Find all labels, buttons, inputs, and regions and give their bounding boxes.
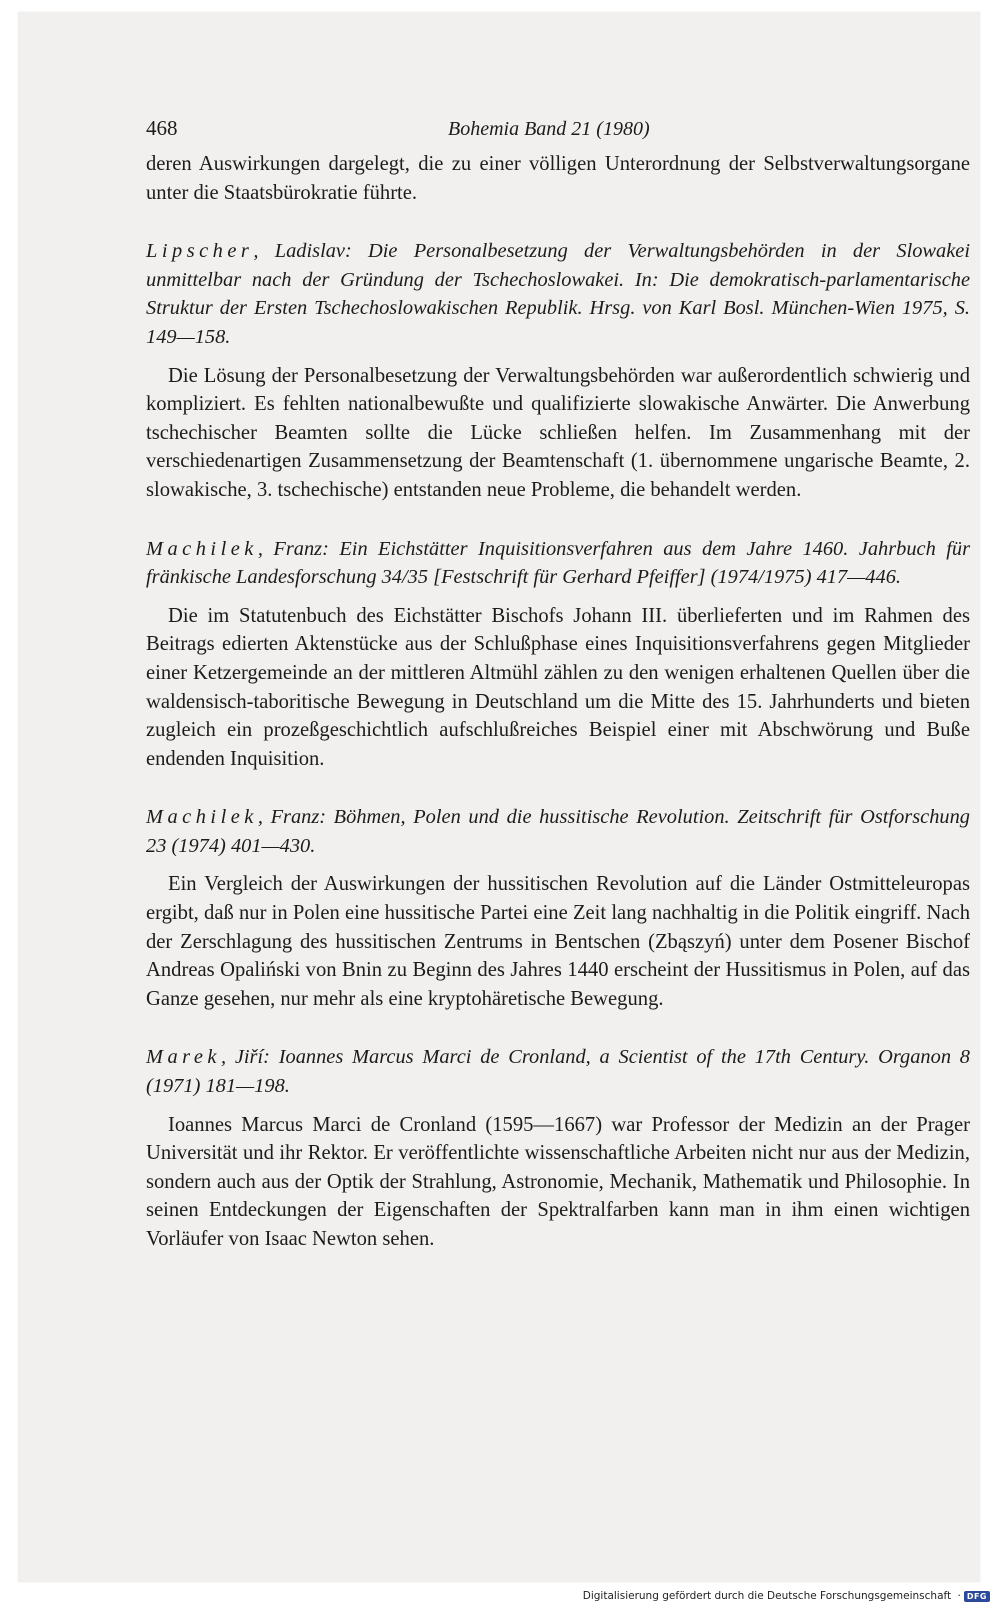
scanned-page (18, 12, 980, 1582)
entry-author: Machilek (146, 806, 258, 829)
footer-text: Digitalisierung gefördert durch die Deutsche Forschungsgemeinschaft (582, 1590, 952, 1602)
entry-citation (146, 1043, 970, 1100)
entry-author: Lipscher (146, 240, 254, 263)
entry-citation-text: , Franz: Ein Eichstätter Inquisitionsverfahren aus dem Jahre 1460. Jahrbuch für fränkische Landesforschung 34/35 [Festschrift für Gerhard Pfeiffer] (1974/1975) 417—446. (146, 537, 970, 589)
entry-abstract: Ein Vergleich der Auswirkungen der hussitischen Revolution auf die Länder Ostmitteleuropas ergibt, daß nur in Polen eine hussitische Partei eine Zeit lang nachhaltig in die Politik eingriff. Nach der Zerschlagung des hussitischen Zentrums in Bentschen (Zbąszyń) unter dem Posener Bischof Andreas Opaliński von Bnin zu Beginn des Jahres 1440 erscheint der Hussitismus in Polen, auf das Ganze gesehen, nur mehr als eine kryptohäretische Bewegung. (146, 873, 970, 1010)
entry-abstract: Die Lösung der Personalbesetzung der Verwaltungsbehörden war außerordentlich schwierig und kompliziert. Es fehlten nationalbewußte und qualifizierte slowakische Anwärter. Die Anwerbung tschechischer Beamten sollte die Lücke schließen helfen. Im Zusammenhang mit der verschiedenartigen Zusammensetzung der Beamtenschaft (1. übernommene ungarische Beamte, 2. slowakische, 3. tschechische) entstanden neue Probleme, die behandelt werden. (146, 364, 970, 501)
running-head (146, 110, 970, 150)
entry-citation (146, 535, 970, 592)
entry-abstract: Die im Statutenbuch des Eichstätter Bischofs Johann III. überlieferten und im Rahmen des Beitrags edierten Aktenstücke aus der Schlußphase eines Inquisitionsverfahrens gegen Mitglieder einer Ketzergemeinde an der mittleren Altmühl zählen zu den wenigen erhaltenen Quellen über die waldensisch-taboritische Bewegung in Deutschland um die Mitte des 15. Jahrhunderts und bieten zugleich ein prozeßgeschichtlich aufschlußreiches Beispiel einer mit Abschwörung und Buße endenden Inquisition. (146, 604, 970, 770)
entry-author: Marek (146, 1046, 221, 1069)
page-content (146, 110, 970, 1254)
entry-citation-text: , Franz: Böhmen, Polen und die hussitische Revolution. Zeitschrift für Ostforschung 23 (1974) 401—430. (146, 806, 970, 857)
page-number: 468 (146, 116, 178, 140)
entry-citation-text: , Ladislav: Die Personalbesetzung der Verwaltungsbehörden in der Slowakei unmittelbar nach der Gründung der Tschechoslowakei. In: Die demokratisch-parlamentarische Struktur der Ersten Tschechoslowakischen Republik. Hrsg. von Karl Bosl. München-Wien 1975, S. 149—158. (146, 240, 970, 348)
entry-citation (146, 237, 970, 351)
entry-abstract: Ioannes Marcus Marci de Cronland (1595—1667) war Professor der Medizin an der Prager Universität und ihr Rektor. Er veröffentlichte wissenschaftliche Arbeiten nicht nur aus der Medizin, sondern auch aus der Optik der Strahlung, Astronomie, Mechanik, Mathematik und Philosophie. In seinen Entdeckungen der Eigenschaften der Spektralfarben kann man in ihm einen wichtigen Vorläufer von Isaac Newton sehen. (146, 1113, 970, 1250)
entry-citation (146, 803, 970, 860)
entry-author: Machilek (146, 537, 258, 560)
entry-citation-text: , Jiří: Ioannes Marcus Marci de Cronland, a Scientist of the 17th Century. Organon 8 (1971) 181—198. (146, 1046, 970, 1098)
digitization-footer: Digitalisierung gefördert durch die Deutsche Forschungsgemeinschaft · DFG (583, 1590, 990, 1602)
entry-continuation-text: deren Auswirkungen dargelegt, die zu einer völligen Unterordnung der Selbstverwaltungsorgane unter die Staatsbürokratie führte. (146, 153, 970, 204)
journal-title: Bohemia Band 21 (1980) (448, 118, 650, 140)
dfg-logo-icon: DFG (964, 1591, 990, 1602)
